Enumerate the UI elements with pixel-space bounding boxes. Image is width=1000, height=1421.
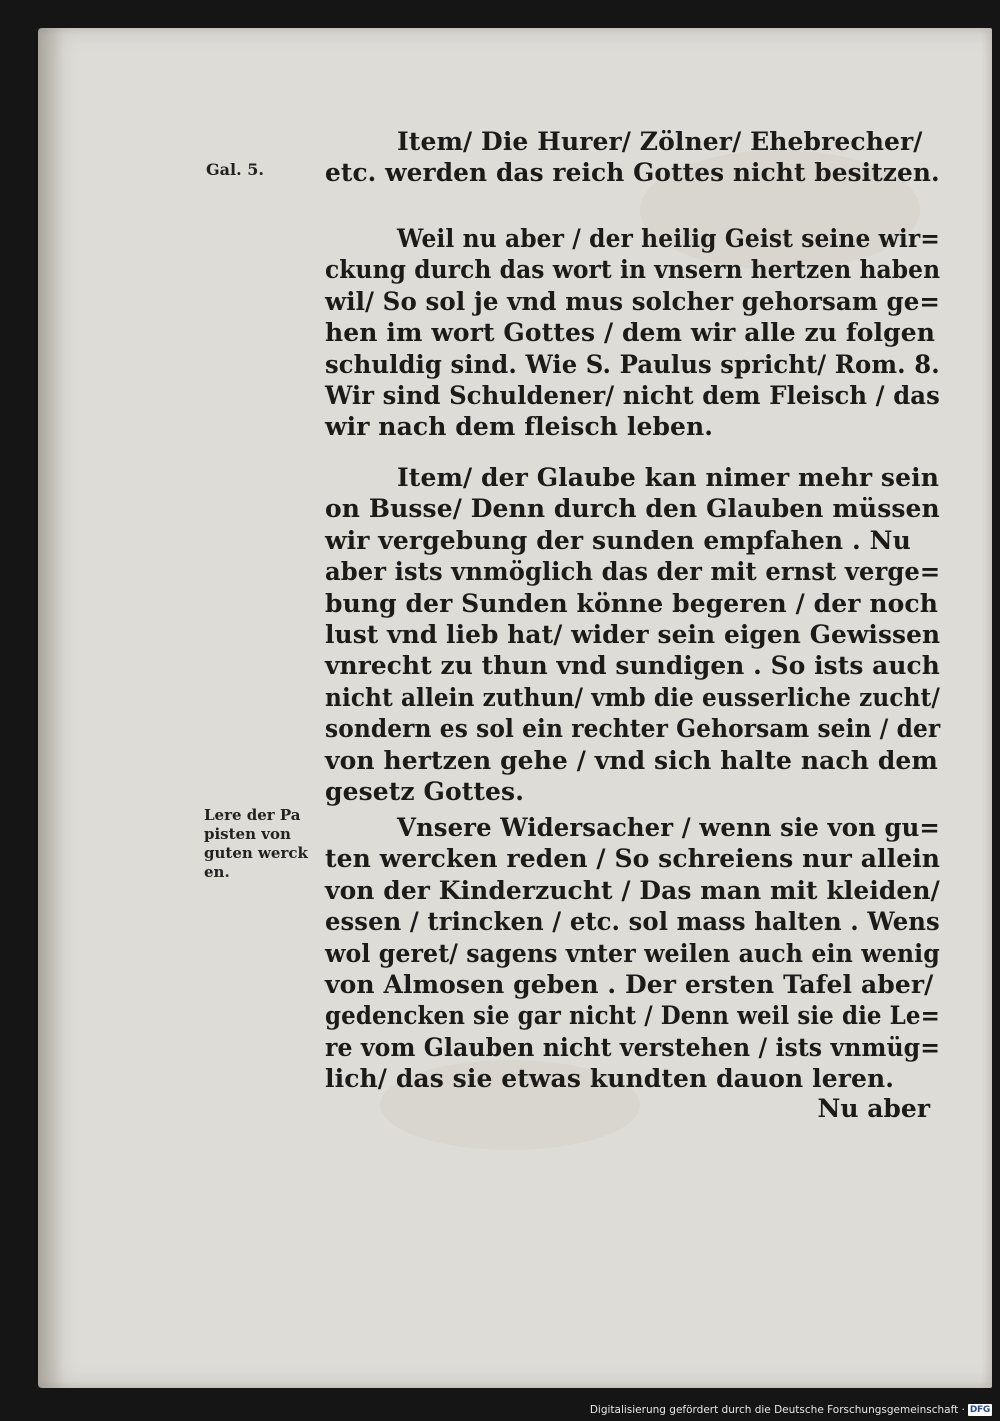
marginal-note-line: Lere der Pa xyxy=(204,806,301,824)
text-line: schuldig sind. Wie S. Paulus spricht/ Rom. 8. xyxy=(325,349,940,379)
text-line: gedencken sie gar nicht / Denn weil sie die Le= xyxy=(325,1001,940,1031)
text-line: von der Kinderzucht / Das man mit kleiden/ xyxy=(325,875,940,905)
marginal-note-line: guten werck xyxy=(204,844,308,862)
paragraph-2 xyxy=(325,223,940,443)
text-line: wol geret/ sagens vnter weilen auch ein wenig xyxy=(325,938,940,968)
digitization-credit xyxy=(590,1404,992,1416)
text-line: nicht allein zuthun/ vmb die eusserliche zucht/ xyxy=(325,682,940,712)
paragraph-4 xyxy=(325,812,940,1095)
text-line: lust vnd lieb hat/ wider sein eigen Gewissen xyxy=(325,619,941,649)
text-line: ckung durch das wort in vnsern hertzen haben xyxy=(325,255,941,285)
dfg-logo-icon: DFG xyxy=(969,1405,990,1415)
text-line: re vom Glauben nicht verstehen / ists vnmüg= xyxy=(325,1032,941,1062)
marginal-note-lere xyxy=(204,806,308,882)
text-line: etc. werden das reich Gottes nicht besitzen. xyxy=(325,158,940,188)
text-line: wil/ So sol je vnd mus solcher gehorsam ge= xyxy=(325,286,941,316)
catchword: Nu aber xyxy=(817,1094,930,1123)
credit-text: Digitalisierung gefördert durch die Deutsche Forschungsgemeinschaft · xyxy=(589,1404,965,1416)
text-line: wir vergebung der sunden empfahen . Nu xyxy=(325,525,911,555)
paragraph-3 xyxy=(325,462,940,807)
text-line: Item/ Die Hurer/ Zölner/ Ehebrecher/ xyxy=(397,127,923,156)
paragraph-1 xyxy=(325,126,940,189)
text-line: hen im wort Gottes / dem wir alle zu folgen xyxy=(325,318,935,348)
text-line: lich/ das sie etwas kundten dauon leren. xyxy=(325,1064,895,1094)
text-line: sondern es sol ein rechter Gehorsam sein / der xyxy=(325,714,941,744)
marginal-note-line: pisten von xyxy=(204,825,291,843)
text-line: essen / trincken / etc. sol mass halten . Wens xyxy=(325,907,940,937)
text-line: bung der Sunden könne begeren / der noch xyxy=(325,588,938,618)
text-line: Weil nu aber / der heilig Geist seine wir= xyxy=(397,224,940,253)
text-line: Wir sind Schuldener/ nicht dem Fleisch / das xyxy=(325,380,940,410)
text-line: on Busse/ Denn durch den Glauben müssen xyxy=(325,494,940,524)
text-line: von hertzen gehe / vnd sich halte nach dem xyxy=(325,745,938,775)
text-line: aber ists vnmöglich das der mit ernst verge= xyxy=(325,557,941,587)
marginal-note-gal: Gal. 5. xyxy=(206,160,264,179)
text-line: wir nach dem fleisch leben. xyxy=(325,412,714,442)
text-line: ten wercken reden / So schreiens nur allein xyxy=(325,844,941,874)
text-line: gesetz Gottes. xyxy=(325,776,525,806)
text-line: Item/ der Glaube kan nimer mehr sein xyxy=(397,463,939,492)
text-line: von Almosen geben . Der ersten Tafel aber/ xyxy=(325,969,934,999)
text-line: Vnsere Widersacher / wenn sie von gu= xyxy=(397,813,940,842)
text-line: vnrecht zu thun vnd sundigen . So ists auch xyxy=(325,651,940,681)
marginal-note-line: en. xyxy=(204,863,230,881)
